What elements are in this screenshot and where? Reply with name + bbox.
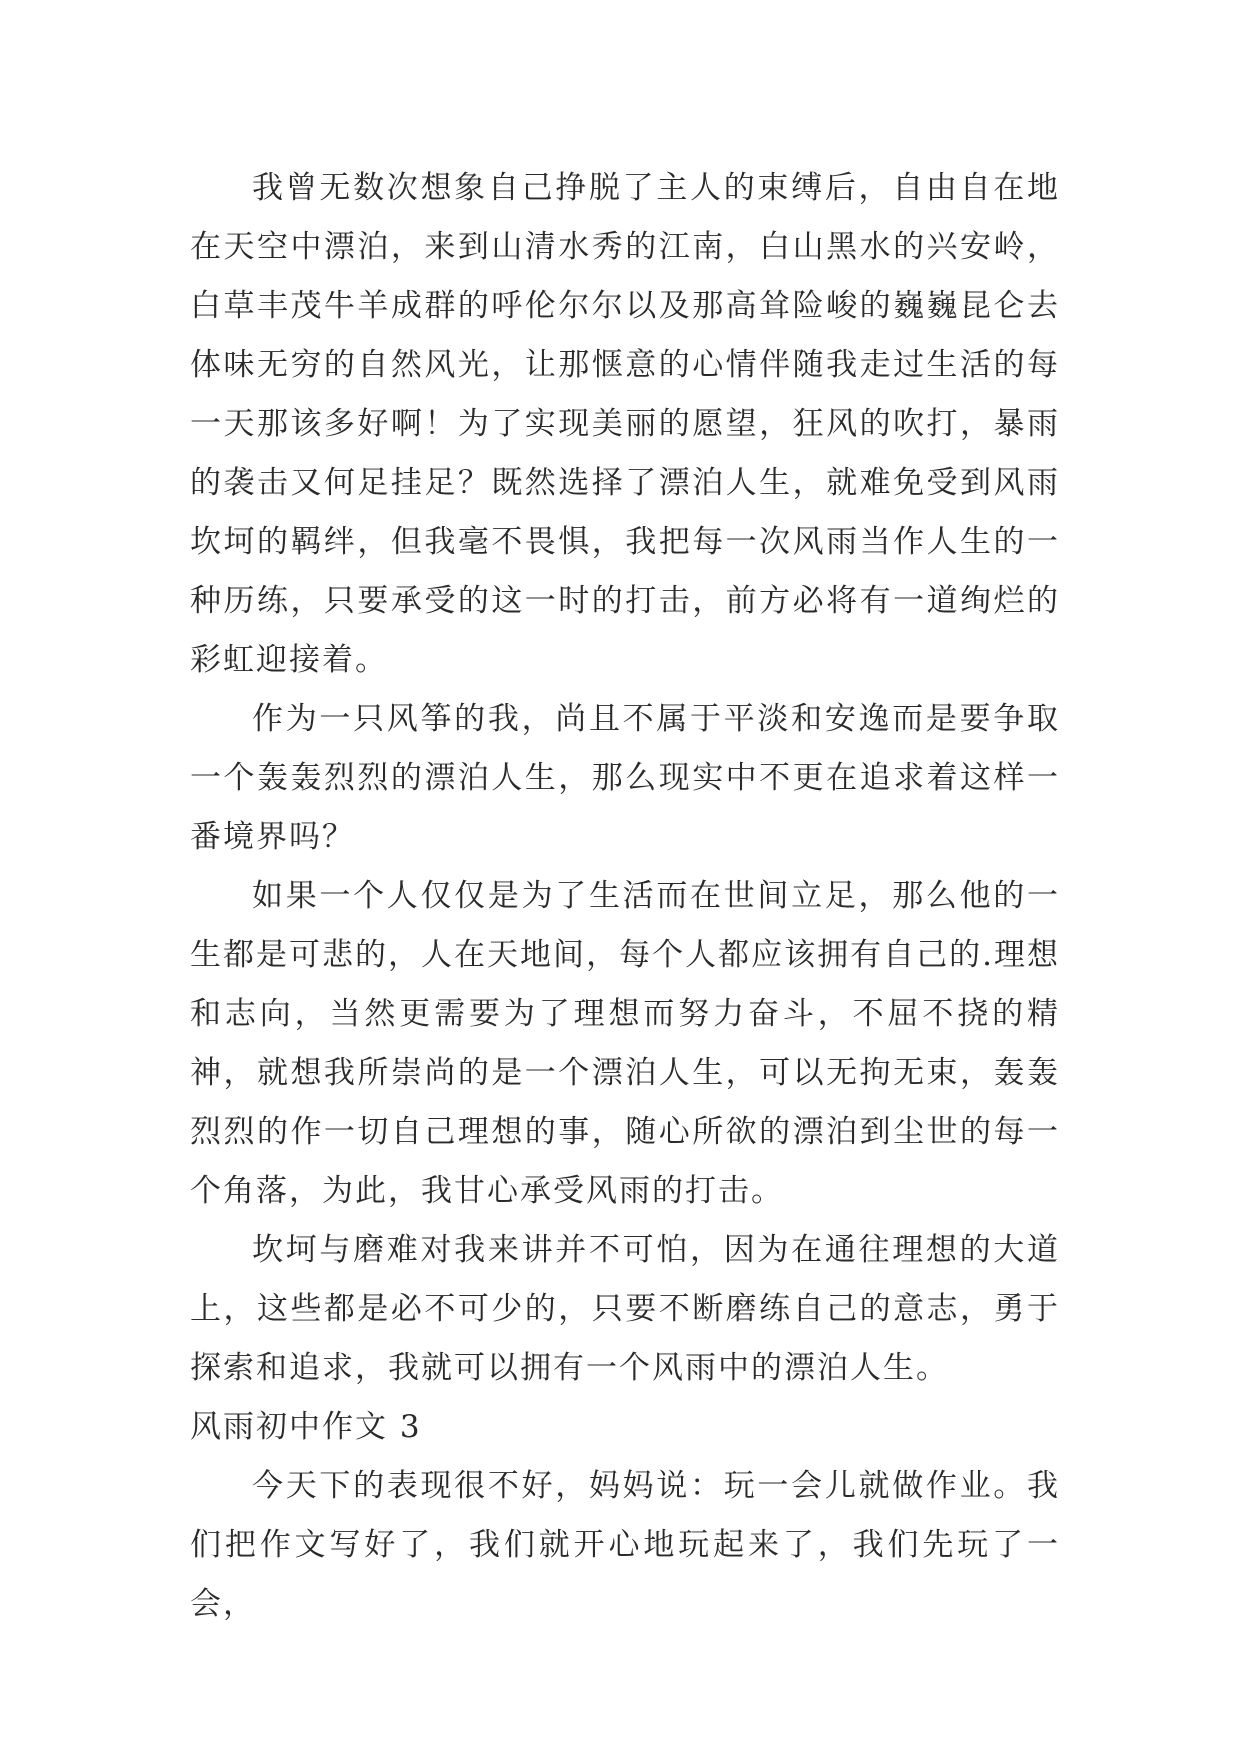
essay-body: [190, 159, 1060, 1634]
section-paragraph-1: 今天下的表现很不好，妈妈说：玩一会儿就做作业。我们把作文写好了，我们就开心地玩起来了，我们先玩了一会，: [190, 1468, 1060, 1622]
paragraph-2: 作为一只风筝的我，尚且不属于平淡和安逸而是要争取一个轰轰烈烈的漂泊人生，那么现实中不更在追求着这样一番境界吗？: [190, 701, 1060, 855]
section-heading: 风雨初中作文 3: [190, 1409, 422, 1445]
paragraph-3: 如果一个人仅仅是为了生活而在世间立足，那么他的一生都是可悲的，人在天地间，每个人都应该拥有自己的.理想和志向，当然更需要为了理想而努力奋斗，不屈不挠的精神，就想我所崇尚的是一个漂泊人生，可以无拘无束，轰轰烈烈的作一切自己理想的事，随心所欲的漂泊到尘世的每一个角落，为此，我甘心承受风雨的打击。: [190, 878, 1060, 1209]
paragraph-4: 坎坷与磨难对我来讲并不可怕，因为在通往理想的大道上，这些都是必不可少的，只要不断磨练自己的意志，勇于探索和追求，我就可以拥有一个风雨中的漂泊人生。: [190, 1232, 1060, 1386]
paragraph-1: 我曾无数次想象自己挣脱了主人的束缚后，自由自在地在天空中漂泊，来到山清水秀的江南，白山黑水的兴安岭，白草丰茂牛羊成群的呼伦尔尔以及那高耸险峻的巍巍昆仑去体味无穷的自然风光，让那惬意的心情伴随我走过生活的每一天那该多好啊！为了实现美丽的愿望，狂风的吹打，暴雨的袭击又何足挂足？既然选择了漂泊人生，就难免受到风雨坎坷的羁绊，但我毫不畏惧，我把每一次风雨当作人生的一种历练，只要承受的这一时的打击，前方必将有一道绚烂的彩虹迎接着。: [190, 170, 1060, 678]
